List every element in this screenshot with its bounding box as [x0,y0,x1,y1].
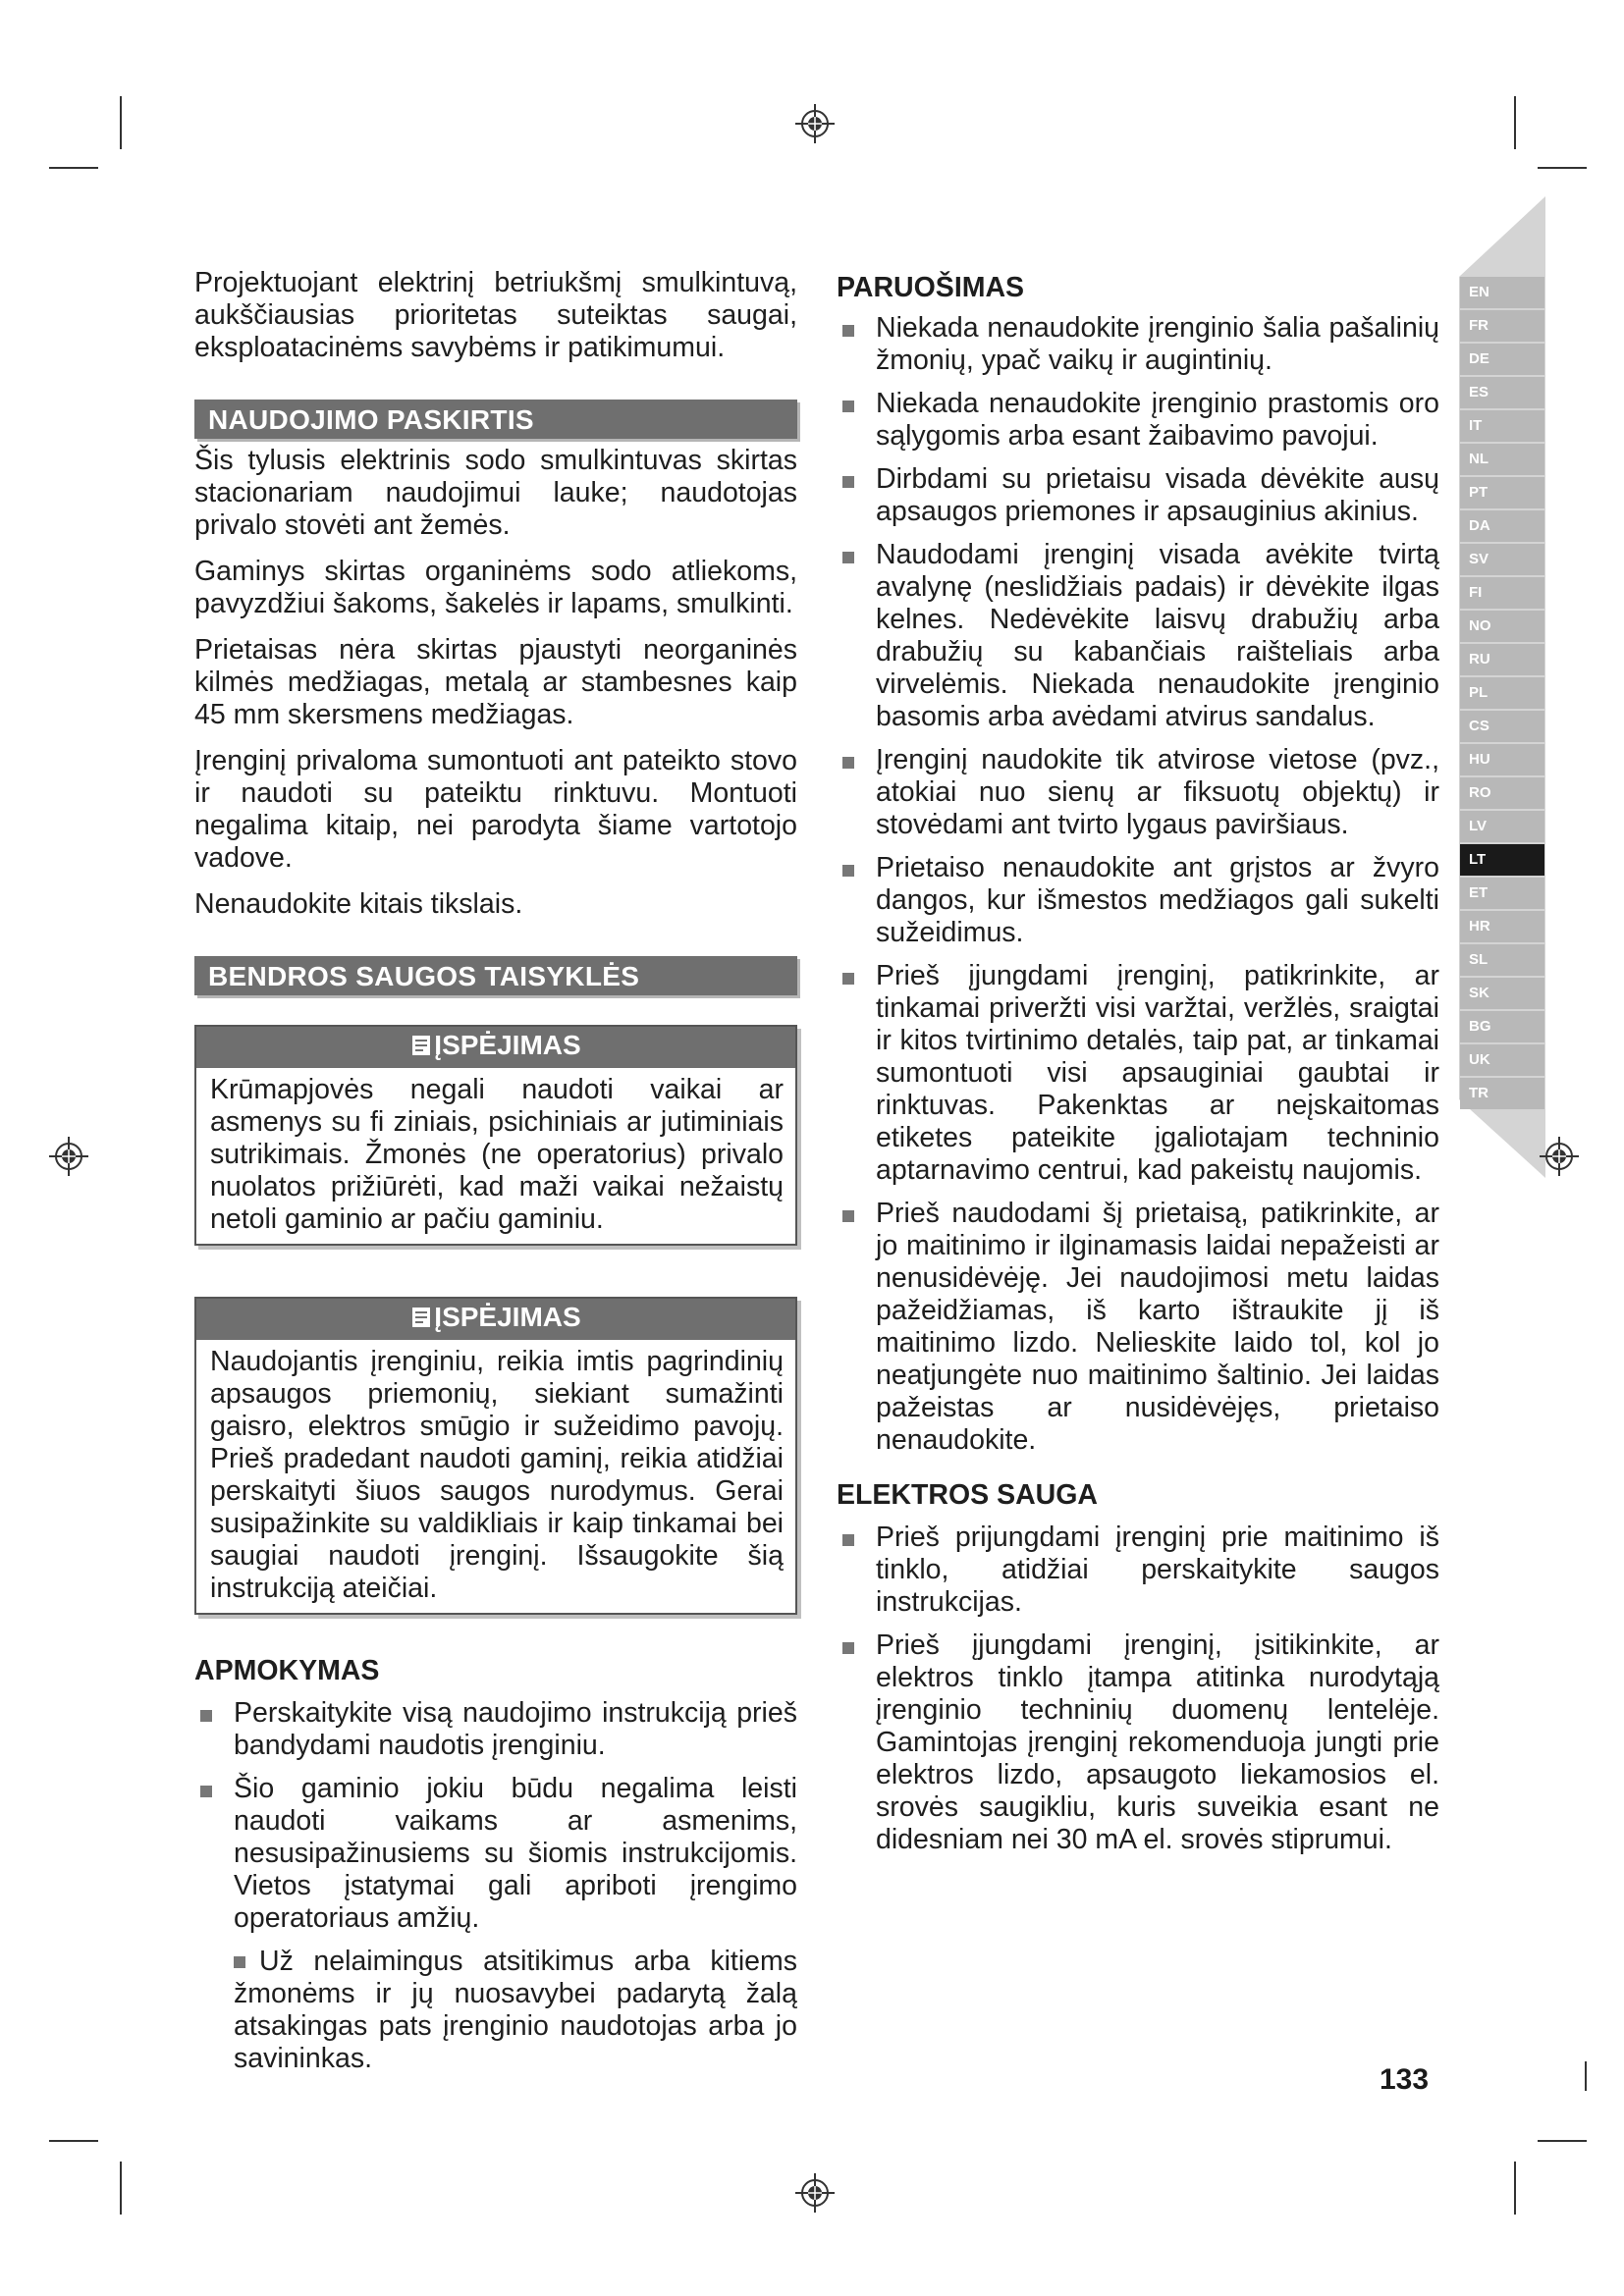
language-tab-en[interactable]: EN [1460,277,1544,308]
bullet-icon [842,1534,854,1546]
bullet-icon [842,325,854,337]
language-tab-tr[interactable]: TR [1460,1078,1544,1109]
crop-mark [120,2162,122,2215]
training-sub-list [194,1946,797,2075]
crop-mark [1585,2061,1587,2091]
language-tabs [1460,277,1544,1111]
language-tab-et[interactable]: ET [1460,878,1544,909]
list-item-text: Naudodami įrenginį visada avėkite tvirtą avalynę (neslidžiais padais) ir dėvėkite ilgas kelnes. Nedėvėkite laisvų drabužių arba drabužių su kabančiais raišteliais arba virvelėmis. Niekada nenaudokite įrenginio basomis arba avėdami atvirus sandalus. [876,539,1439,732]
crop-mark [49,167,98,169]
list-item-text: Dirbdami su prietaisu visada dėvėkite ausų apsaugos priemones ir apsauginius akinius. [876,463,1439,527]
list-item-text: Niekada nenaudokite įrenginio šalia pašalinių žmonių, ypač vaikų ir augintinių. [876,312,1439,376]
crop-mark [1538,2140,1587,2142]
language-tab-fr[interactable]: FR [1460,310,1544,342]
list-item-text [234,1946,797,2075]
list-item [837,1629,1439,1856]
registration-mark-icon [1538,1135,1581,1178]
language-tab-uk[interactable]: UK [1460,1044,1544,1076]
list-item [837,312,1439,377]
crop-mark [1514,2162,1516,2215]
language-tab-cs[interactable]: CS [1460,711,1544,742]
list-item-text: Prieš įjungdami įrenginį, patikrinkite, ar tinkamai priveržti visi varžtai, veržlės, sraigtai ir kitos tvirtinimo detalės, taip pat, ar tinkamai sumontuoti visi apsauginiai gaubtai ir rinktuvas. Pakenktas ar neįskaitomas etiketes pateikite įgaliotajam techninio aptarnavimo centrui, kad pakeistų naujomis. [876,960,1439,1186]
language-tab-pt[interactable]: PT [1460,477,1544,508]
language-tab-da[interactable]: DA [1460,510,1544,542]
list-item [837,463,1439,528]
bullet-icon [842,973,854,985]
list-item [234,1946,797,2075]
warning-box [194,1025,797,1246]
intro-paragraph: Projektuojant elektrinį betriukšmį smulkintuvą, aukščiausias prioritetas suteiktas saugai, eksploatacinėms savybėms ir patikimumui. [194,267,797,363]
bullet-icon [842,757,854,769]
book-warning-icon [410,1304,432,1339]
list-item-text: Prieš prijungdami įrenginį prie maitinimo iš tinklo, atidžiai perskaitykite saugos instrukcijas. [876,1522,1439,1618]
language-tab-lt[interactable]: LT [1460,844,1544,876]
crop-mark [1538,167,1587,169]
purpose-paragraph: Prietaisas nėra skirtas pjaustyti neorganinės kilmės medžiagas, metalą ar stambesnes kaip 45 mm skersmens medžiagas. [194,634,797,730]
purpose-paragraph: Įrenginį privaloma sumontuoti ant pateikto stovo ir naudoti su pateiktu rinktuvu. Montuoti negalima kitaip, nei parodyta šiame vartotojo vadove. [194,745,797,874]
language-tab-pl[interactable]: PL [1460,677,1544,709]
language-tab-es[interactable]: ES [1460,377,1544,408]
list-item-text: Įrenginį naudokite tik atvirose vietose (pvz., atokiai nuo sienų ar fiksuotų objektų) ir stovėdami ant tvirto lygaus paviršiaus. [876,744,1439,840]
crop-mark [120,96,122,149]
language-tab-it[interactable]: IT [1460,410,1544,442]
warning-title: ĮSPĖJIMAS [434,1030,581,1060]
bullet-icon [842,1642,854,1654]
bullet-icon [842,400,854,412]
list-item-text: Prieš įjungdami įrenginį, įsitikinkite, ar elektros tinklo įtampa atitinka nurodytąją įrenginio techninių duomenų lentelėje. Gamintojas įrenginį rekomenduoja jungti prie elektros lizdo, apsaugoto liekamosios el. srovės saugikliu, kuris suveikia esant ne didesniam nei 30 mA el. srovės stiprumui. [876,1629,1439,1855]
list-item-text: Perskaitykite visą naudojimo instrukciją prieš bandydami naudotis įrenginiu. [234,1697,797,1761]
warning-box [194,1297,797,1615]
list-item [837,1198,1439,1457]
sub-item-text: Už nelaimingus atsitikimus arba kitiems žmonėms ir jų nuosavybei padarytą žalą atsakingas pats įrenginio naudotojas arba jo savininkas. [234,1946,797,2074]
list-item-text: Prieš naudodami šį prietaisą, patikrinkite, ar jo maitinimo ir ilginamasis laidai nepažeisti ar nenusidėvėję. Jei naudojimosi metu laidas pažeidžiamas, iš karto ištraukite jį iš maitinimo lizdo. Nelieskite laido tol, kol jo neatjungėte nuo maitinimo šaltinio. Jei laidas pažeistas ar nusidėvėjęs, prietaiso nenaudokite. [876,1198,1439,1456]
bullet-icon [842,1210,854,1222]
language-tab-de[interactable]: DE [1460,344,1544,375]
bullet-icon [842,865,854,877]
language-tab-no[interactable]: NO [1460,611,1544,642]
right-column [837,271,1439,1867]
bullet-icon [234,1956,245,1968]
list-item-text: Niekada nenaudokite įrenginio prastomis oro sąlygomis arba esant žaibavimo pavojui. [876,388,1439,452]
book-warning-icon [410,1032,432,1067]
warning-text: Krūmapjovės negali naudoti vaikai ar asmenys su fi ziniais, psichiniais ar jutiminiais sutrikimais. Žmonės (ne operatorius) privalo nuolatos prižiūrėti, kad maži vaikai nežaistų netoli gaminio ar pačiu gaminiu. [210,1074,784,1235]
language-tab-sk[interactable]: SK [1460,978,1544,1009]
language-tab-sv[interactable]: SV [1460,544,1544,575]
list-item-text: Šio gaminio jokiu būdu negalima leisti naudoti vaikams ar asmenims, nesusipažinusiems su šiomis instrukcijomis. Vietos įstatymai gali apriboti įrengimo operatoriaus amžių. [234,1773,797,1934]
warning-title: ĮSPĖJIMAS [434,1302,581,1332]
section-title-electrical-safety: ELEKTROS SAUGA [837,1479,1099,1511]
training-list [194,1697,797,1935]
bullet-icon [842,552,854,563]
list-item [837,388,1439,453]
purpose-paragraph: Šis tylusis elektrinis sodo smulkintuvas skirtas stacionariam naudojimui lauke; naudotojas privalo stovėti ant žemės. [194,445,797,541]
language-tab-hr[interactable]: HR [1460,911,1544,942]
list-item-text: Prietaiso nenaudokite ant grįstos ar žvyro dangos, kur išmestos medžiagos gali sukelti sužeidimus. [876,852,1439,948]
registration-mark-icon [793,2171,837,2215]
list-item [837,852,1439,949]
language-tab-ru[interactable]: RU [1460,644,1544,675]
section-title-preparation: PARUOŠIMAS [837,272,1025,303]
crop-mark [1514,96,1516,149]
warning-header [196,1027,795,1068]
crop-mark [49,2140,98,2142]
bullet-icon [200,1710,212,1722]
warning-header [196,1299,795,1340]
language-tab-hu[interactable]: HU [1460,744,1544,775]
bullet-icon [200,1786,212,1797]
language-tab-bg[interactable]: BG [1460,1011,1544,1042]
section-title-general-safety: BENDROS SAUGOS TAISYKLĖS [194,956,797,995]
left-column [194,267,797,2075]
purpose-paragraph: Nenaudokite kitais tikslais. [194,888,523,920]
section-title-purpose: NAUDOJIMO PASKIRTIS [194,400,797,439]
purpose-paragraph: Gaminys skirtas organinėms sodo atliekoms, pavyzdžiui šakoms, šakelės ir lapams, smulkinti. [194,556,797,619]
list-item [837,960,1439,1187]
language-tab-fi[interactable]: FI [1460,577,1544,609]
list-item [837,539,1439,733]
registration-mark-icon [47,1135,90,1178]
list-item [837,744,1439,841]
list-item [837,1522,1439,1619]
bullet-icon [842,476,854,488]
electrical-safety-list [837,1522,1439,1856]
language-tab-ro[interactable]: RO [1460,777,1544,809]
registration-mark-icon [793,102,837,145]
preparation-list [837,312,1439,1457]
language-tab-sl[interactable]: SL [1460,944,1544,976]
warning-text: Naudojantis įrenginiu, reikia imtis pagrindinių apsaugos priemonių, siekiant sumažinti gaisro, elektros smūgio ir sužeidimo pavojų. Prieš pradedant naudoti gaminį, reikia atidžiai perskaityti šiuos saugos nurodymus. Gerai susipažinkite su valdikliais ir kaip tinkamai bei saugiai naudoti įrenginį. Išsaugokite šią instrukciją ateičiai. [210,1346,784,1604]
section-title-training: APMOKYMAS [194,1655,380,1686]
page-number: 133 [1380,2063,1430,2096]
language-tab-lv[interactable]: LV [1460,811,1544,842]
language-tab-nl[interactable]: NL [1460,444,1544,475]
list-item [194,1697,797,1762]
list-item [194,1773,797,1935]
